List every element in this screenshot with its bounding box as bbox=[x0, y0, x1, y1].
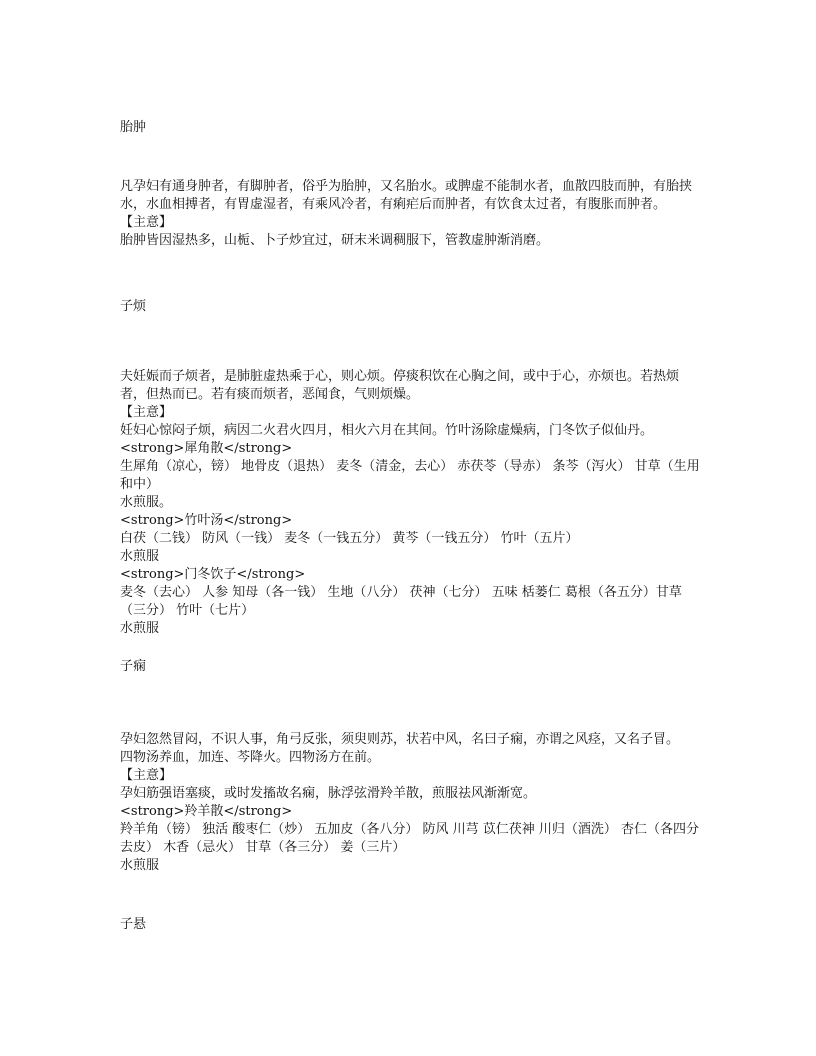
formula-ingredients: 白茯（二钱） 防风（一钱） 麦冬（一钱五分） 黄芩（一钱五分） 竹叶（五片） bbox=[120, 531, 579, 546]
formula-name: <strong>羚羊散</strong> bbox=[120, 804, 293, 819]
formula-name: <strong>犀角散</strong> bbox=[120, 441, 293, 456]
verse: 孕妇筋强语塞痰，或时发搐故名痫，脉浮弦滑羚羊散，煎服祛风渐渐宽。 bbox=[120, 786, 537, 801]
paragraph: 夫妊娠而子烦者，是肺脏虚热乘于心，则心烦。停痰积饮在心胸之间，或中于心，亦烦也。若热烦者，但热而已。若有痰而烦者，恶闻食，气则烦燥。 bbox=[120, 369, 680, 402]
formula-instructions: 水煎服 bbox=[120, 621, 160, 636]
paragraph: 凡孕妇有通身肿者，有脚肿者，俗乎为胎肿，又名胎水。或脾虚不能制水者，血散四肢而肿，有胎挟水，水血相搏者，有胃虚湿者，有乘风冷者，有痢疟后而肿者，有饮食太过者，有腹胀而肿者。 bbox=[120, 179, 693, 212]
formula-instructions: 水煎服。 bbox=[120, 495, 173, 510]
section-title-zixian: 子痫 bbox=[120, 659, 147, 674]
formula-ingredients: 麦冬（去心） 人参 知母（各一钱） 生地（八分） 茯神（七分） 五味 栝蒌仁 葛根（各五分）甘草（三分） 竹叶（七片） bbox=[120, 585, 682, 618]
section-body-zifan bbox=[120, 368, 702, 638]
verse: 妊妇心惊闷子烦，病因二火君火四月，相火六月在其间。竹叶汤除虚燥病，门冬饮子似仙丹。 bbox=[120, 423, 654, 438]
formula-ingredients: 生犀角（凉心，镑） 地骨皮（退热） 麦冬（清金，去心） 赤茯苓（导赤） 条芩（泻火） 甘草（生用和中） bbox=[120, 459, 700, 492]
formula-ingredients: 羚羊角（镑） 独活 酸枣仁（炒） 五加皮（各八分） 防风 川芎 苡仁茯神 川归（酒洗） 杏仁（各四分去皮） 木香（忌火） 甘草（各三分） 姜（三片） bbox=[120, 822, 700, 855]
section-title-zixuan: 子悬 bbox=[120, 917, 147, 932]
paragraph: 孕妇忽然冒闷，不识人事，角弓反张，须臾则苏，状若中风，名曰子痫，亦谓之风痉，又名子冒。 bbox=[120, 732, 680, 747]
formula-name: <strong>门冬饮子</strong> bbox=[120, 567, 306, 582]
section-body-taizhong bbox=[120, 178, 702, 250]
section-title-taizhong: 胎肿 bbox=[120, 120, 147, 135]
note-heading: 【主意】 bbox=[120, 215, 173, 230]
note-heading: 【主意】 bbox=[120, 405, 173, 420]
formula-name: <strong>竹叶汤</strong> bbox=[120, 513, 293, 528]
section-title-zifan: 子烦 bbox=[120, 299, 147, 314]
formula-instructions: 水煎服 bbox=[120, 858, 160, 873]
formula-instructions: 水煎服 bbox=[120, 549, 160, 564]
paragraph: 四物汤养血，加连、芩降火。四物汤方在前。 bbox=[120, 750, 381, 765]
verse: 胎肿皆因湿热多，山栀、卜子炒宜过，研末米调稠服下，管教虚肿渐消磨。 bbox=[120, 233, 550, 248]
note-heading: 【主意】 bbox=[120, 768, 173, 783]
section-body-zixian bbox=[120, 731, 702, 875]
